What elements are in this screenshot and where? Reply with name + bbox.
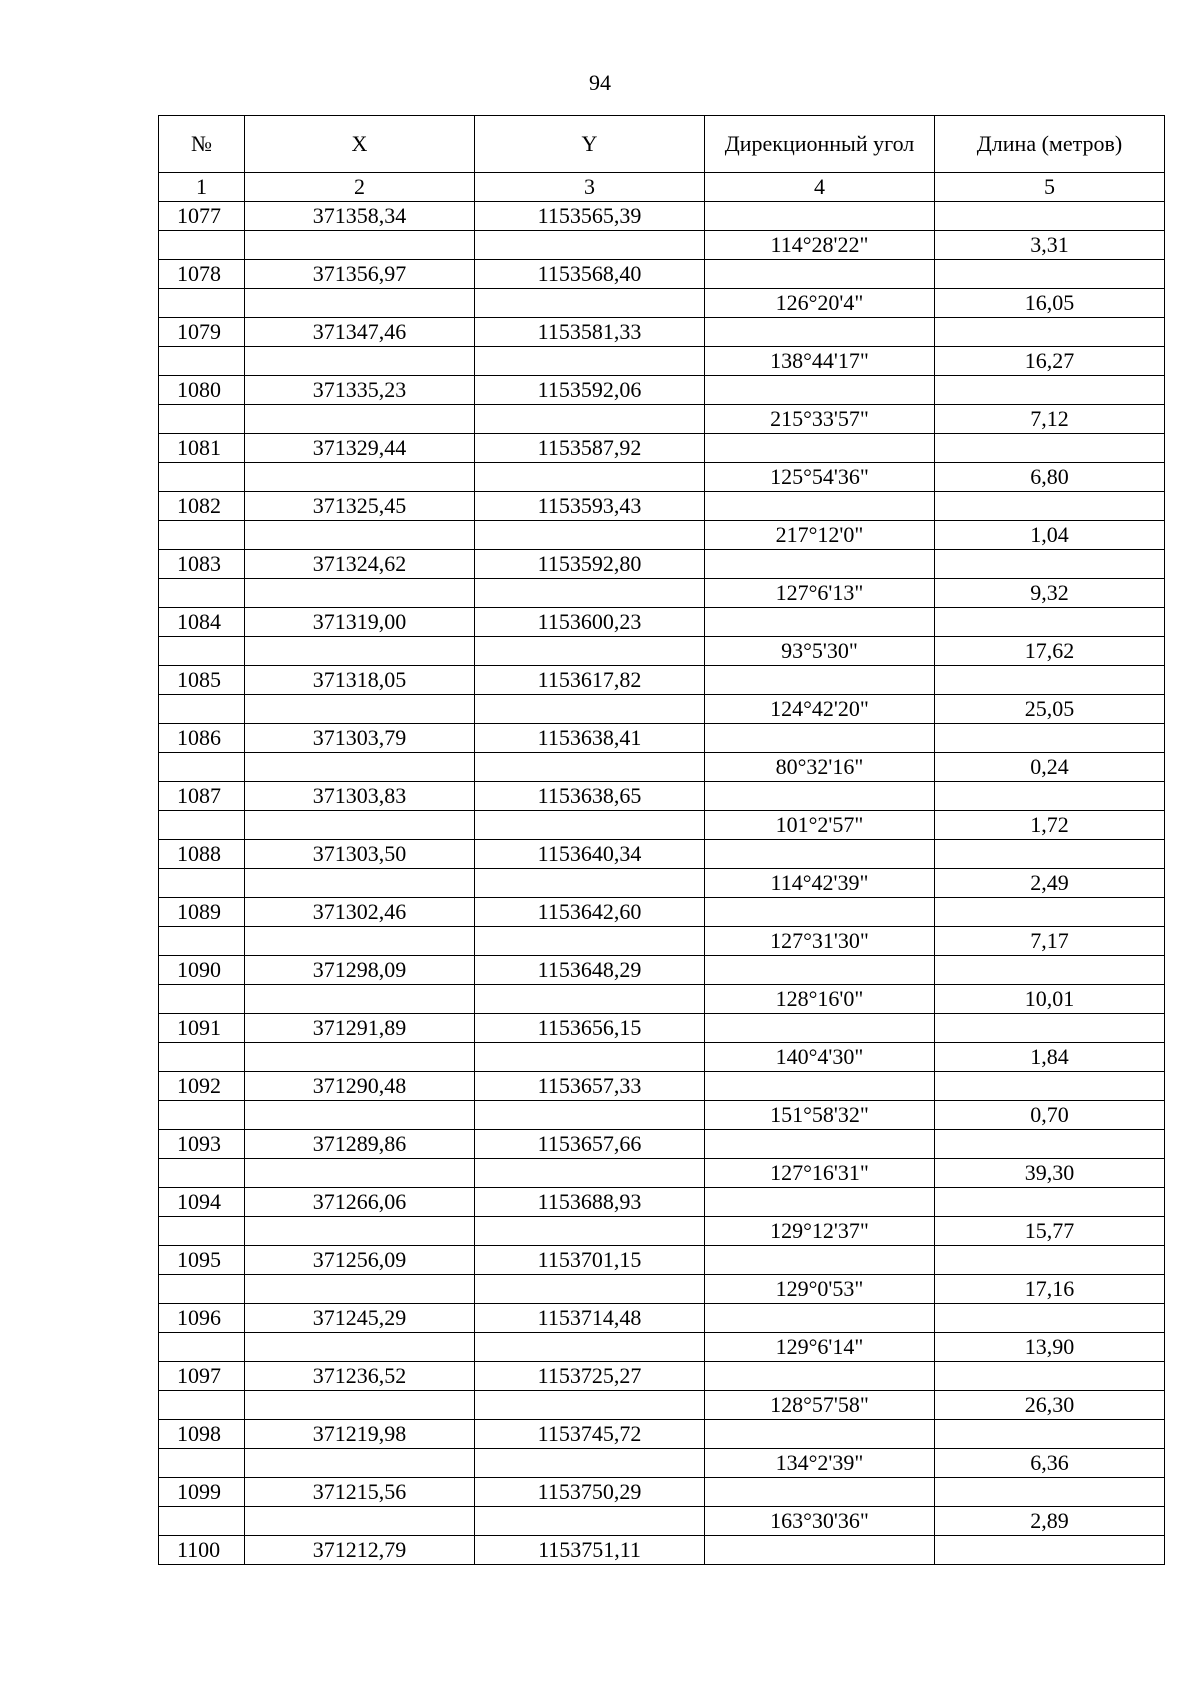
table-row (159, 956, 1165, 985)
point-number-cell (159, 811, 245, 840)
y-coordinate-cell (475, 1333, 705, 1362)
point-number-cell: 1100 (159, 1536, 245, 1565)
y-coordinate-cell: 1153617,82 (475, 666, 705, 695)
y-coordinate-cell (475, 521, 705, 550)
y-coordinate-cell: 1153593,43 (475, 492, 705, 521)
x-coordinate-cell (245, 1449, 475, 1478)
direction-angle-cell: 101°2'57" (705, 811, 935, 840)
y-coordinate-cell (475, 637, 705, 666)
point-number-cell (159, 637, 245, 666)
page-number: 94 (589, 70, 611, 95)
y-coordinate-cell (475, 753, 705, 782)
point-number-cell: 1082 (159, 492, 245, 521)
point-number-cell: 1083 (159, 550, 245, 579)
table-row (159, 521, 1165, 550)
y-coordinate-cell: 1153701,15 (475, 1246, 705, 1275)
length-cell (935, 434, 1165, 463)
y-coordinate-cell: 1153688,93 (475, 1188, 705, 1217)
length-cell: 0,24 (935, 753, 1165, 782)
direction-angle-cell (705, 666, 935, 695)
length-cell (935, 608, 1165, 637)
table-row (159, 1507, 1165, 1536)
y-coordinate-cell (475, 1043, 705, 1072)
point-number-cell: 1088 (159, 840, 245, 869)
table-row (159, 1536, 1165, 1565)
direction-angle-cell: 126°20'4" (705, 289, 935, 318)
length-cell (935, 550, 1165, 579)
table-row (159, 434, 1165, 463)
point-number-cell: 1086 (159, 724, 245, 753)
table-row (159, 1246, 1165, 1275)
x-coordinate-cell (245, 1043, 475, 1072)
y-coordinate-cell: 1153600,23 (475, 608, 705, 637)
table-row (159, 1333, 1165, 1362)
table-row (159, 1391, 1165, 1420)
x-coordinate-cell (245, 1333, 475, 1362)
length-cell: 2,49 (935, 869, 1165, 898)
length-cell (935, 1536, 1165, 1565)
direction-angle-cell: 93°5'30" (705, 637, 935, 666)
y-coordinate-cell (475, 869, 705, 898)
x-coordinate-cell (245, 1507, 475, 1536)
x-coordinate-cell (245, 1159, 475, 1188)
column-number-row (159, 173, 1165, 202)
length-cell: 0,70 (935, 1101, 1165, 1130)
direction-angle-cell: 114°42'39" (705, 869, 935, 898)
point-number-cell (159, 1449, 245, 1478)
direction-angle-cell (705, 260, 935, 289)
table-row (159, 724, 1165, 753)
direction-angle-cell (705, 202, 935, 231)
point-number-cell: 1090 (159, 956, 245, 985)
point-number-cell: 1079 (159, 318, 245, 347)
x-coordinate-cell: 371303,50 (245, 840, 475, 869)
length-cell (935, 318, 1165, 347)
column-number: 1 (159, 173, 245, 202)
x-coordinate-cell (245, 1217, 475, 1246)
point-number-cell: 1085 (159, 666, 245, 695)
point-number-cell: 1080 (159, 376, 245, 405)
table-row (159, 202, 1165, 231)
table-row (159, 1275, 1165, 1304)
point-number-cell (159, 869, 245, 898)
x-coordinate-cell (245, 869, 475, 898)
table-row (159, 869, 1165, 898)
header-row (159, 116, 1165, 173)
y-coordinate-cell: 1153640,34 (475, 840, 705, 869)
direction-angle-cell (705, 782, 935, 811)
direction-angle-cell (705, 492, 935, 521)
point-number-cell (159, 927, 245, 956)
length-cell: 39,30 (935, 1159, 1165, 1188)
point-number-cell: 1096 (159, 1304, 245, 1333)
point-number-cell (159, 1217, 245, 1246)
table-row (159, 1217, 1165, 1246)
direction-angle-cell (705, 550, 935, 579)
y-coordinate-cell: 1153592,06 (475, 376, 705, 405)
length-cell (935, 376, 1165, 405)
direction-angle-cell: 129°6'14" (705, 1333, 935, 1362)
table-row (159, 1304, 1165, 1333)
point-number-cell (159, 347, 245, 376)
header-length: Длина (метров) (935, 116, 1165, 173)
y-coordinate-cell: 1153592,80 (475, 550, 705, 579)
length-cell: 15,77 (935, 1217, 1165, 1246)
direction-angle-cell: 217°12'0" (705, 521, 935, 550)
direction-angle-cell: 163°30'36" (705, 1507, 935, 1536)
table-row (159, 231, 1165, 260)
length-cell (935, 1130, 1165, 1159)
table-row (159, 608, 1165, 637)
table-row (159, 492, 1165, 521)
point-number-cell (159, 1159, 245, 1188)
table-row (159, 550, 1165, 579)
table-row (159, 898, 1165, 927)
x-coordinate-cell (245, 753, 475, 782)
table-row (159, 289, 1165, 318)
direction-angle-cell: 127°6'13" (705, 579, 935, 608)
direction-angle-cell (705, 376, 935, 405)
x-coordinate-cell (245, 927, 475, 956)
length-cell: 10,01 (935, 985, 1165, 1014)
y-coordinate-cell: 1153657,33 (475, 1072, 705, 1101)
length-cell (935, 202, 1165, 231)
y-coordinate-cell (475, 1101, 705, 1130)
y-coordinate-cell: 1153642,60 (475, 898, 705, 927)
y-coordinate-cell: 1153638,65 (475, 782, 705, 811)
length-cell (935, 1246, 1165, 1275)
table-row (159, 1362, 1165, 1391)
y-coordinate-cell: 1153657,66 (475, 1130, 705, 1159)
y-coordinate-cell (475, 811, 705, 840)
direction-angle-cell (705, 898, 935, 927)
x-coordinate-cell: 371215,56 (245, 1478, 475, 1507)
direction-angle-cell: 127°16'31" (705, 1159, 935, 1188)
length-cell: 7,12 (935, 405, 1165, 434)
point-number-cell: 1091 (159, 1014, 245, 1043)
point-number-cell: 1095 (159, 1246, 245, 1275)
y-coordinate-cell (475, 1159, 705, 1188)
point-number-cell: 1094 (159, 1188, 245, 1217)
direction-angle-cell (705, 1478, 935, 1507)
direction-angle-cell (705, 1536, 935, 1565)
table-row (159, 1478, 1165, 1507)
point-number-cell (159, 1333, 245, 1362)
length-cell (935, 260, 1165, 289)
length-cell (935, 1362, 1165, 1391)
column-number: 2 (245, 173, 475, 202)
table-row (159, 782, 1165, 811)
direction-angle-cell (705, 956, 935, 985)
direction-angle-cell (705, 1304, 935, 1333)
table-row (159, 695, 1165, 724)
point-number-cell (159, 521, 245, 550)
table-row (159, 579, 1165, 608)
direction-angle-cell: 129°0'53" (705, 1275, 935, 1304)
point-number-cell: 1092 (159, 1072, 245, 1101)
length-cell (935, 1478, 1165, 1507)
direction-angle-cell: 125°54'36" (705, 463, 935, 492)
direction-angle-cell: 114°28'22" (705, 231, 935, 260)
length-cell (935, 666, 1165, 695)
table-row (159, 405, 1165, 434)
y-coordinate-cell: 1153656,15 (475, 1014, 705, 1043)
y-coordinate-cell (475, 1275, 705, 1304)
point-number-cell: 1081 (159, 434, 245, 463)
y-coordinate-cell: 1153725,27 (475, 1362, 705, 1391)
y-coordinate-cell (475, 405, 705, 434)
x-coordinate-cell (245, 231, 475, 260)
length-cell (935, 1188, 1165, 1217)
length-cell (935, 1304, 1165, 1333)
length-cell: 26,30 (935, 1391, 1165, 1420)
x-coordinate-cell: 371266,06 (245, 1188, 475, 1217)
direction-angle-cell: 140°4'30" (705, 1043, 935, 1072)
table-row (159, 637, 1165, 666)
table-row (159, 1072, 1165, 1101)
length-cell: 17,62 (935, 637, 1165, 666)
length-cell: 1,84 (935, 1043, 1165, 1072)
point-number-cell (159, 463, 245, 492)
x-coordinate-cell: 371219,98 (245, 1420, 475, 1449)
direction-angle-cell: 127°31'30" (705, 927, 935, 956)
x-coordinate-cell (245, 985, 475, 1014)
direction-angle-cell: 129°12'37" (705, 1217, 935, 1246)
table-row (159, 1188, 1165, 1217)
direction-angle-cell: 80°32'16" (705, 753, 935, 782)
direction-angle-cell: 134°2'39" (705, 1449, 935, 1478)
point-number-cell: 1097 (159, 1362, 245, 1391)
y-coordinate-cell: 1153565,39 (475, 202, 705, 231)
length-cell: 1,72 (935, 811, 1165, 840)
table-row (159, 1043, 1165, 1072)
x-coordinate-cell: 371325,45 (245, 492, 475, 521)
x-coordinate-cell: 371290,48 (245, 1072, 475, 1101)
point-number-cell (159, 289, 245, 318)
table-row (159, 811, 1165, 840)
point-number-cell (159, 405, 245, 434)
x-coordinate-cell (245, 289, 475, 318)
length-cell (935, 840, 1165, 869)
direction-angle-cell (705, 1188, 935, 1217)
y-coordinate-cell (475, 985, 705, 1014)
coordinates-table (158, 115, 1165, 1565)
direction-angle-cell: 124°42'20" (705, 695, 935, 724)
table-row (159, 666, 1165, 695)
direction-angle-cell: 215°33'57" (705, 405, 935, 434)
direction-angle-cell (705, 724, 935, 753)
point-number-cell: 1089 (159, 898, 245, 927)
table-row (159, 1449, 1165, 1478)
x-coordinate-cell (245, 521, 475, 550)
length-cell: 13,90 (935, 1333, 1165, 1362)
point-number-cell: 1093 (159, 1130, 245, 1159)
point-number-cell (159, 579, 245, 608)
x-coordinate-cell: 371303,83 (245, 782, 475, 811)
point-number-cell (159, 1275, 245, 1304)
x-coordinate-cell: 371302,46 (245, 898, 475, 927)
point-number-cell (159, 695, 245, 724)
point-number-cell (159, 753, 245, 782)
point-number-cell: 1098 (159, 1420, 245, 1449)
direction-angle-cell (705, 318, 935, 347)
header-number: № (159, 116, 245, 173)
x-coordinate-cell: 371236,52 (245, 1362, 475, 1391)
y-coordinate-cell (475, 463, 705, 492)
column-number: 3 (475, 173, 705, 202)
direction-angle-cell (705, 1246, 935, 1275)
x-coordinate-cell (245, 347, 475, 376)
direction-angle-cell (705, 1014, 935, 1043)
y-coordinate-cell: 1153714,48 (475, 1304, 705, 1333)
x-coordinate-cell: 371245,29 (245, 1304, 475, 1333)
x-coordinate-cell (245, 1101, 475, 1130)
point-number-cell (159, 231, 245, 260)
y-coordinate-cell (475, 231, 705, 260)
x-coordinate-cell: 371358,34 (245, 202, 475, 231)
x-coordinate-cell (245, 637, 475, 666)
table-row (159, 1420, 1165, 1449)
point-number-cell: 1078 (159, 260, 245, 289)
x-coordinate-cell: 371289,86 (245, 1130, 475, 1159)
table-row (159, 318, 1165, 347)
length-cell (935, 1420, 1165, 1449)
x-coordinate-cell: 371212,79 (245, 1536, 475, 1565)
x-coordinate-cell (245, 1391, 475, 1420)
x-coordinate-cell: 371347,46 (245, 318, 475, 347)
y-coordinate-cell (475, 1449, 705, 1478)
length-cell: 2,89 (935, 1507, 1165, 1536)
y-coordinate-cell (475, 289, 705, 318)
y-coordinate-cell (475, 695, 705, 724)
direction-angle-cell (705, 1420, 935, 1449)
table-row (159, 1014, 1165, 1043)
length-cell: 6,80 (935, 463, 1165, 492)
point-number-cell (159, 985, 245, 1014)
x-coordinate-cell (245, 463, 475, 492)
direction-angle-cell: 138°44'17" (705, 347, 935, 376)
x-coordinate-cell (245, 811, 475, 840)
direction-angle-cell (705, 608, 935, 637)
x-coordinate-cell: 371335,23 (245, 376, 475, 405)
y-coordinate-cell: 1153638,41 (475, 724, 705, 753)
point-number-cell (159, 1043, 245, 1072)
point-number-cell (159, 1391, 245, 1420)
x-coordinate-cell: 371303,79 (245, 724, 475, 753)
table-row (159, 985, 1165, 1014)
length-cell: 7,17 (935, 927, 1165, 956)
length-cell: 6,36 (935, 1449, 1165, 1478)
point-number-cell (159, 1101, 245, 1130)
length-cell: 1,04 (935, 521, 1165, 550)
point-number-cell: 1077 (159, 202, 245, 231)
length-cell: 17,16 (935, 1275, 1165, 1304)
direction-angle-cell: 128°57'58" (705, 1391, 935, 1420)
table-row (159, 1159, 1165, 1188)
x-coordinate-cell (245, 405, 475, 434)
direction-angle-cell (705, 1362, 935, 1391)
y-coordinate-cell: 1153581,33 (475, 318, 705, 347)
header-y: Y (475, 116, 705, 173)
length-cell: 25,05 (935, 695, 1165, 724)
y-coordinate-cell (475, 927, 705, 956)
length-cell (935, 492, 1165, 521)
x-coordinate-cell (245, 1275, 475, 1304)
direction-angle-cell (705, 1072, 935, 1101)
y-coordinate-cell (475, 347, 705, 376)
y-coordinate-cell: 1153587,92 (475, 434, 705, 463)
x-coordinate-cell: 371256,09 (245, 1246, 475, 1275)
point-number-cell: 1084 (159, 608, 245, 637)
table-row (159, 347, 1165, 376)
table-row (159, 753, 1165, 782)
direction-angle-cell: 151°58'32" (705, 1101, 935, 1130)
direction-angle-cell (705, 434, 935, 463)
table-row (159, 376, 1165, 405)
length-cell (935, 1072, 1165, 1101)
x-coordinate-cell: 371318,05 (245, 666, 475, 695)
point-number-cell (159, 1507, 245, 1536)
column-number: 5 (935, 173, 1165, 202)
table-body (159, 202, 1165, 1565)
y-coordinate-cell: 1153568,40 (475, 260, 705, 289)
table-row (159, 260, 1165, 289)
x-coordinate-cell: 371319,00 (245, 608, 475, 637)
table-row (159, 927, 1165, 956)
column-number: 4 (705, 173, 935, 202)
length-cell: 9,32 (935, 579, 1165, 608)
table-row (159, 840, 1165, 869)
length-cell: 3,31 (935, 231, 1165, 260)
length-cell: 16,05 (935, 289, 1165, 318)
direction-angle-cell (705, 1130, 935, 1159)
table-row (159, 1101, 1165, 1130)
y-coordinate-cell: 1153745,72 (475, 1420, 705, 1449)
length-cell (935, 956, 1165, 985)
x-coordinate-cell (245, 695, 475, 724)
direction-angle-cell: 128°16'0" (705, 985, 935, 1014)
y-coordinate-cell (475, 1217, 705, 1246)
x-coordinate-cell (245, 579, 475, 608)
y-coordinate-cell: 1153751,11 (475, 1536, 705, 1565)
table-row (159, 463, 1165, 492)
length-cell (935, 782, 1165, 811)
x-coordinate-cell: 371291,89 (245, 1014, 475, 1043)
y-coordinate-cell: 1153750,29 (475, 1478, 705, 1507)
length-cell (935, 724, 1165, 753)
y-coordinate-cell (475, 1391, 705, 1420)
length-cell (935, 898, 1165, 927)
header-direction-angle: Дирекционный угол (705, 116, 935, 173)
table-row (159, 1130, 1165, 1159)
direction-angle-cell (705, 840, 935, 869)
point-number-cell: 1087 (159, 782, 245, 811)
x-coordinate-cell: 371324,62 (245, 550, 475, 579)
header-x: X (245, 116, 475, 173)
length-cell: 16,27 (935, 347, 1165, 376)
x-coordinate-cell: 371329,44 (245, 434, 475, 463)
y-coordinate-cell (475, 1507, 705, 1536)
y-coordinate-cell (475, 579, 705, 608)
point-number-cell: 1099 (159, 1478, 245, 1507)
x-coordinate-cell: 371298,09 (245, 956, 475, 985)
x-coordinate-cell: 371356,97 (245, 260, 475, 289)
y-coordinate-cell: 1153648,29 (475, 956, 705, 985)
length-cell (935, 1014, 1165, 1043)
